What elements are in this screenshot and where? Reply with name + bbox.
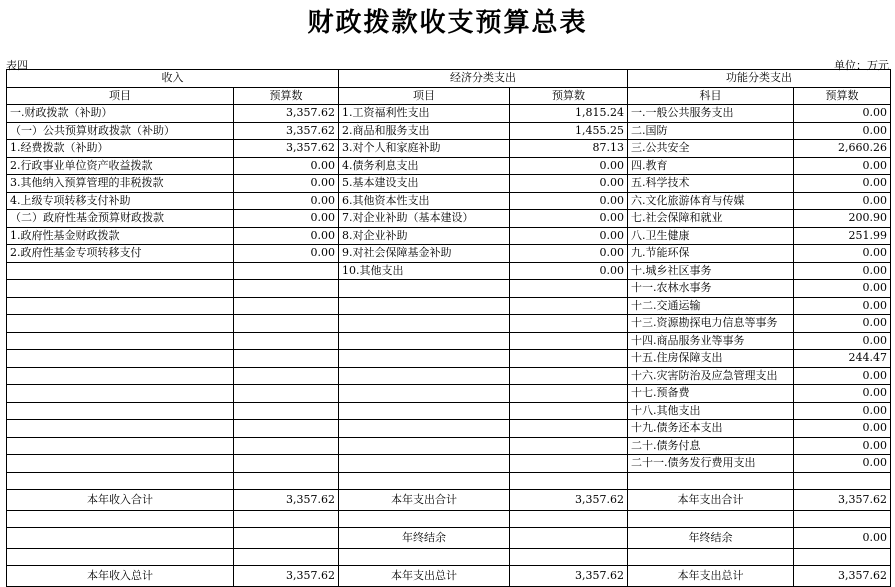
econ-budget-header: 预算数 bbox=[510, 87, 628, 105]
func-subject-cell: 十八.其他支出 bbox=[628, 402, 794, 420]
income-item-cell bbox=[7, 402, 234, 420]
grand-total-row bbox=[7, 565, 891, 586]
income-item-cell: 2.行政事业单位资产收益拨款 bbox=[7, 157, 234, 175]
income-budget-header: 预算数 bbox=[234, 87, 339, 105]
func-subject-cell: 二十一.债务发行费用支出 bbox=[628, 455, 794, 473]
econ-year-expense-total-value: 3,357.62 bbox=[510, 489, 628, 510]
func-budget-cell: 244.47 bbox=[794, 350, 891, 368]
econ-item-cell bbox=[339, 315, 510, 333]
econ-item-cell: 1.工资福利性支出 bbox=[339, 105, 510, 123]
income-item-cell: 一.财政拨款（补助） bbox=[7, 105, 234, 123]
income-budget-cell: 3,357.62 bbox=[234, 140, 339, 158]
func-budget-cell: 0.00 bbox=[794, 157, 891, 175]
econ-budget-cell: 0.00 bbox=[510, 157, 628, 175]
func-budget-cell: 0.00 bbox=[794, 245, 891, 263]
econ-item-cell bbox=[339, 385, 510, 403]
unit-label: 单位：万元 bbox=[834, 59, 889, 72]
econ-item-cell bbox=[339, 367, 510, 385]
func-budget-cell: 0.00 bbox=[794, 315, 891, 333]
econ-item-cell bbox=[339, 420, 510, 438]
table-row bbox=[7, 385, 891, 403]
income-item-cell: 3.其他纳入预算管理的非税拨款 bbox=[7, 175, 234, 193]
econ-budget-cell: 87.13 bbox=[510, 140, 628, 158]
econ-item-header: 项目 bbox=[339, 87, 510, 105]
econ-budget-cell bbox=[510, 402, 628, 420]
econ-grand-expense-label: 本年支出总计 bbox=[339, 565, 510, 586]
func-subject-cell: 二.国防 bbox=[628, 122, 794, 140]
func-budget-cell: 251.99 bbox=[794, 227, 891, 245]
econ-budget-cell bbox=[510, 280, 628, 298]
func-subject-cell: 二十.债务付息 bbox=[628, 437, 794, 455]
econ-item-cell bbox=[339, 297, 510, 315]
income-budget-cell: 3,357.62 bbox=[234, 122, 339, 140]
income-budget-cell bbox=[234, 402, 339, 420]
econ-grand-expense-value: 3,357.62 bbox=[510, 565, 628, 586]
econ-header: 经济分类支出 bbox=[339, 70, 628, 88]
econ-budget-cell bbox=[510, 367, 628, 385]
func-budget-cell: 0.00 bbox=[794, 437, 891, 455]
econ-item-cell: 5.基本建设支出 bbox=[339, 175, 510, 193]
func-year-end-label: 年终结余 bbox=[628, 527, 794, 548]
table-row bbox=[7, 175, 891, 193]
func-subject-cell: 十四.商品服务业等事务 bbox=[628, 332, 794, 350]
income-item-cell bbox=[7, 332, 234, 350]
table-row bbox=[7, 315, 891, 333]
func-budget-cell: 0.00 bbox=[794, 332, 891, 350]
econ-item-cell: 6.其他资本性支出 bbox=[339, 192, 510, 210]
income-item-header: 项目 bbox=[7, 87, 234, 105]
econ-budget-cell bbox=[510, 420, 628, 438]
func-year-expense-total-value: 3,357.62 bbox=[794, 489, 891, 510]
budget-table bbox=[6, 69, 891, 587]
income-item-cell bbox=[7, 455, 234, 473]
func-year-end-value: 0.00 bbox=[794, 527, 891, 548]
table-row bbox=[7, 262, 891, 280]
table-number: 表四 bbox=[6, 59, 28, 72]
table-row bbox=[7, 227, 891, 245]
func-budget-cell: 0.00 bbox=[794, 367, 891, 385]
year-total-row bbox=[7, 489, 891, 510]
econ-year-expense-total-label: 本年支出合计 bbox=[339, 489, 510, 510]
func-budget-cell: 0.00 bbox=[794, 385, 891, 403]
func-budget-cell: 0.00 bbox=[794, 455, 891, 473]
income-item-cell bbox=[7, 420, 234, 438]
grand-income-value: 3,357.62 bbox=[234, 565, 339, 586]
func-budget-header: 预算数 bbox=[794, 87, 891, 105]
func-budget-cell: 0.00 bbox=[794, 262, 891, 280]
income-item-cell bbox=[7, 280, 234, 298]
income-budget-cell: 0.00 bbox=[234, 210, 339, 228]
table-row bbox=[7, 297, 891, 315]
func-subject-cell: 十.城乡社区事务 bbox=[628, 262, 794, 280]
income-budget-cell bbox=[234, 385, 339, 403]
income-budget-cell: 0.00 bbox=[234, 192, 339, 210]
econ-item-cell bbox=[339, 332, 510, 350]
func-budget-cell: 0.00 bbox=[794, 122, 891, 140]
econ-item-cell bbox=[339, 437, 510, 455]
income-item-cell bbox=[7, 437, 234, 455]
econ-budget-cell: 1,455.25 bbox=[510, 122, 628, 140]
func-budget-cell: 0.00 bbox=[794, 175, 891, 193]
income-item-cell bbox=[7, 315, 234, 333]
econ-item-cell: 3.对个人和家庭补助 bbox=[339, 140, 510, 158]
func-budget-cell: 0.00 bbox=[794, 297, 891, 315]
econ-budget-cell: 1,815.24 bbox=[510, 105, 628, 123]
spacer-row bbox=[7, 472, 891, 489]
func-year-expense-total-label: 本年支出合计 bbox=[628, 489, 794, 510]
year-end-balance-row bbox=[7, 527, 891, 548]
table-row bbox=[7, 280, 891, 298]
income-budget-cell: 0.00 bbox=[234, 245, 339, 263]
func-subject-header: 科目 bbox=[628, 87, 794, 105]
year-income-total-label: 本年收入合计 bbox=[7, 489, 234, 510]
econ-item-cell: 7.对企业补助（基本建设） bbox=[339, 210, 510, 228]
table-row bbox=[7, 455, 891, 473]
income-item-cell bbox=[7, 297, 234, 315]
page-title: 财政拨款收支预算总表 bbox=[307, 8, 588, 38]
spacer-row bbox=[7, 548, 891, 565]
income-item-cell bbox=[7, 367, 234, 385]
func-subject-cell: 十三.资源勘探电力信息等事务 bbox=[628, 315, 794, 333]
func-subject-cell: 六.文化旅游体育与传媒 bbox=[628, 192, 794, 210]
column-header-row bbox=[7, 87, 891, 105]
table-row bbox=[7, 437, 891, 455]
table-row bbox=[7, 210, 891, 228]
func-subject-cell: 三.公共安全 bbox=[628, 140, 794, 158]
income-item-cell bbox=[7, 385, 234, 403]
econ-budget-cell: 0.00 bbox=[510, 245, 628, 263]
econ-budget-cell bbox=[510, 437, 628, 455]
func-grand-expense-label: 本年支出总计 bbox=[628, 565, 794, 586]
income-budget-cell bbox=[234, 332, 339, 350]
table-row bbox=[7, 105, 891, 123]
income-item-cell: 2.政府性基金专项转移支付 bbox=[7, 245, 234, 263]
income-budget-cell bbox=[234, 315, 339, 333]
econ-item-cell bbox=[339, 455, 510, 473]
income-budget-cell bbox=[234, 437, 339, 455]
income-budget-cell: 0.00 bbox=[234, 227, 339, 245]
econ-budget-cell: 0.00 bbox=[510, 262, 628, 280]
econ-budget-cell bbox=[510, 385, 628, 403]
income-budget-cell bbox=[234, 367, 339, 385]
table-row bbox=[7, 245, 891, 263]
func-budget-cell: 200.90 bbox=[794, 210, 891, 228]
table-row bbox=[7, 122, 891, 140]
table-row bbox=[7, 420, 891, 438]
income-budget-cell bbox=[234, 420, 339, 438]
func-subject-cell: 七.社会保障和就业 bbox=[628, 210, 794, 228]
econ-item-cell bbox=[339, 350, 510, 368]
spacer-row bbox=[7, 510, 891, 527]
func-budget-cell: 0.00 bbox=[794, 280, 891, 298]
table-row bbox=[7, 367, 891, 385]
econ-year-end-label: 年终结余 bbox=[339, 527, 510, 548]
econ-budget-cell bbox=[510, 455, 628, 473]
table-row bbox=[7, 192, 891, 210]
income-item-cell bbox=[7, 350, 234, 368]
econ-budget-cell: 0.00 bbox=[510, 227, 628, 245]
econ-budget-cell bbox=[510, 350, 628, 368]
income-budget-cell bbox=[234, 297, 339, 315]
func-subject-cell: 四.教育 bbox=[628, 157, 794, 175]
income-item-cell: 1.经费拨款（补助） bbox=[7, 140, 234, 158]
func-subject-cell: 十一.农林水事务 bbox=[628, 280, 794, 298]
table-row bbox=[7, 402, 891, 420]
econ-budget-cell bbox=[510, 315, 628, 333]
econ-budget-cell: 0.00 bbox=[510, 192, 628, 210]
income-item-cell: 1.政府性基金财政拨款 bbox=[7, 227, 234, 245]
year-income-total-value: 3,357.62 bbox=[234, 489, 339, 510]
income-budget-cell bbox=[234, 280, 339, 298]
econ-budget-cell bbox=[510, 297, 628, 315]
func-subject-cell: 五.科学技术 bbox=[628, 175, 794, 193]
func-grand-expense-value: 3,357.62 bbox=[794, 565, 891, 586]
func-budget-cell: 2,660.26 bbox=[794, 140, 891, 158]
income-item-cell: 4.上级专项转移支付补助 bbox=[7, 192, 234, 210]
func-subject-cell: 十九.债务还本支出 bbox=[628, 420, 794, 438]
func-budget-cell: 0.00 bbox=[794, 402, 891, 420]
econ-item-cell: 4.债务利息支出 bbox=[339, 157, 510, 175]
table-row bbox=[7, 140, 891, 158]
econ-item-cell: 10.其他支出 bbox=[339, 262, 510, 280]
table-row bbox=[7, 157, 891, 175]
func-header: 功能分类支出 bbox=[628, 70, 891, 88]
income-item-cell: （一）公共预算财政拨款（补助） bbox=[7, 122, 234, 140]
econ-budget-cell: 0.00 bbox=[510, 175, 628, 193]
func-budget-cell: 0.00 bbox=[794, 192, 891, 210]
func-subject-cell: 十五.住房保障支出 bbox=[628, 350, 794, 368]
econ-item-cell bbox=[339, 280, 510, 298]
econ-budget-cell: 0.00 bbox=[510, 210, 628, 228]
econ-item-cell: 9.对社会保障基金补助 bbox=[339, 245, 510, 263]
func-subject-cell: 十二.交通运输 bbox=[628, 297, 794, 315]
income-budget-cell: 0.00 bbox=[234, 175, 339, 193]
func-subject-cell: 九.节能环保 bbox=[628, 245, 794, 263]
income-budget-cell: 3,357.62 bbox=[234, 105, 339, 123]
econ-item-cell bbox=[339, 402, 510, 420]
income-item-cell: （二）政府性基金预算财政拨款 bbox=[7, 210, 234, 228]
income-budget-cell bbox=[234, 455, 339, 473]
income-budget-cell bbox=[234, 350, 339, 368]
table-row bbox=[7, 332, 891, 350]
func-budget-cell: 0.00 bbox=[794, 105, 891, 123]
func-budget-cell: 0.00 bbox=[794, 420, 891, 438]
func-subject-cell: 八.卫生健康 bbox=[628, 227, 794, 245]
income-item-cell bbox=[7, 262, 234, 280]
income-budget-cell: 0.00 bbox=[234, 157, 339, 175]
econ-budget-cell bbox=[510, 332, 628, 350]
section-header-row bbox=[7, 70, 891, 88]
grand-income-label: 本年收入总计 bbox=[7, 565, 234, 586]
econ-item-cell: 8.对企业补助 bbox=[339, 227, 510, 245]
func-subject-cell: 一.一般公共服务支出 bbox=[628, 105, 794, 123]
table-row bbox=[7, 350, 891, 368]
func-subject-cell: 十六.灾害防治及应急管理支出 bbox=[628, 367, 794, 385]
income-header: 收入 bbox=[7, 70, 339, 88]
income-budget-cell bbox=[234, 262, 339, 280]
econ-item-cell: 2.商品和服务支出 bbox=[339, 122, 510, 140]
func-subject-cell: 十七.预备费 bbox=[628, 385, 794, 403]
